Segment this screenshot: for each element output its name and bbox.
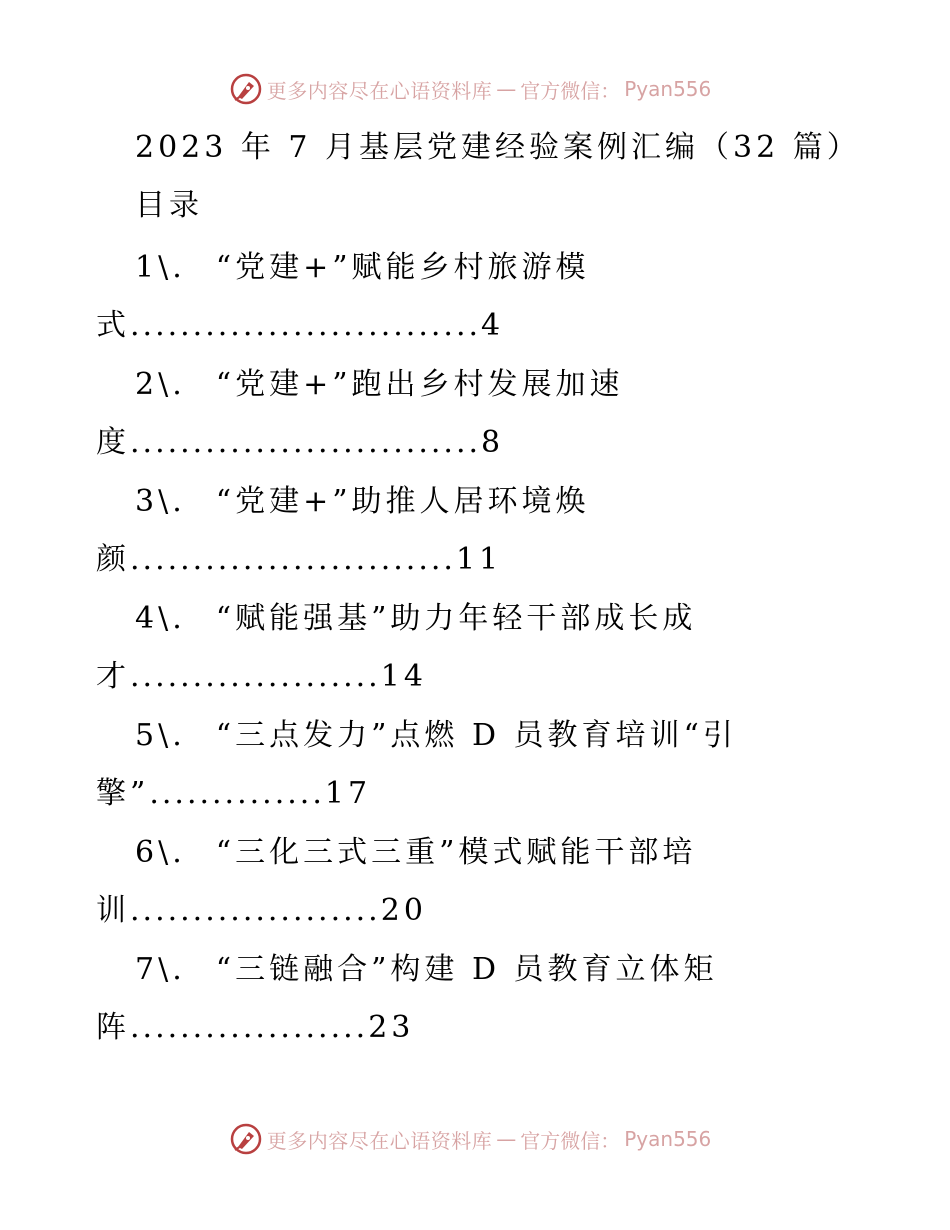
- watermark-text: 更多内容尽在心语资料库: [266, 78, 493, 103]
- toc-entry-1[interactable]: [0, 238, 950, 355]
- toc-entry-number: 3\.: [135, 484, 186, 519]
- toc-entry-first-line: [135, 242, 590, 286]
- toc-leader-dots: ..............: [149, 776, 325, 811]
- toc-entry-first-line: [135, 827, 696, 871]
- watermark-separator: —: [496, 1127, 517, 1151]
- toc-leader-dots: ............................: [130, 425, 482, 460]
- toc-entry-continuation: 才: [96, 659, 130, 694]
- toc-entry-continuation: 训: [96, 893, 130, 928]
- toc-entry-first-line: [135, 944, 718, 988]
- toc-entry-second-line: [96, 417, 504, 461]
- toc-leader-dots: ....................: [130, 659, 381, 694]
- watermark-label: 官方微信：: [520, 78, 621, 103]
- toc-leader-dots: ...................: [130, 1010, 369, 1045]
- toc-entry-second-line: [96, 768, 371, 812]
- toc-heading: 目录: [135, 188, 203, 223]
- toc-entry-number: 7\.: [135, 952, 186, 987]
- toc-entry-number: 6\.: [135, 835, 186, 870]
- watermark-label: 官方微信：: [520, 1128, 621, 1153]
- watermark-separator: —: [496, 77, 517, 101]
- toc-entry-number: 2\.: [135, 367, 186, 402]
- toc-entry-number: 1\.: [135, 250, 186, 285]
- footer-watermark: [0, 1119, 950, 1159]
- toc-page-number: 20: [380, 893, 427, 928]
- toc-entry-number: 4\.: [135, 601, 186, 636]
- header-watermark: [0, 69, 950, 109]
- toc-leader-dots: ..........................: [130, 542, 456, 577]
- toc-page-number: 17: [324, 776, 372, 811]
- toc-list: [0, 238, 950, 1057]
- toc-entry-3[interactable]: [0, 472, 950, 589]
- watermark-wechat-id: Pyan556: [624, 1127, 712, 1151]
- watermark-content: [229, 72, 712, 106]
- toc-entry-title: “党建+”助推人居环境焕: [215, 484, 590, 519]
- toc-entry-second-line: [96, 300, 504, 344]
- document-title: 2023 年 7 月基层党建经验案例汇编（32 篇）: [135, 130, 861, 165]
- toc-entry-continuation: 擎”: [96, 776, 150, 811]
- toc-entry-first-line: [135, 476, 590, 520]
- watermark-wechat-id: Pyan556: [624, 77, 712, 101]
- toc-entry-title: “三化三式三重”模式赋能干部培: [215, 835, 697, 870]
- watermark-content: [229, 1122, 712, 1156]
- toc-entry-continuation: 阵: [96, 1010, 130, 1045]
- toc-entry-number: 5\.: [135, 718, 186, 753]
- toc-leader-dots: ............................: [130, 308, 482, 343]
- toc-entry-second-line: [96, 1002, 414, 1046]
- toc-entry-first-line: [135, 710, 737, 754]
- toc-entry-6[interactable]: [0, 823, 950, 940]
- toc-page-number: 11: [455, 542, 503, 577]
- pen-nib-logo-icon: [229, 72, 263, 106]
- toc-page-number: 23: [368, 1010, 415, 1045]
- toc-page-number: 4: [481, 308, 505, 343]
- toc-entry-title: “赋能强基”助力年轻干部成长成: [215, 601, 697, 636]
- toc-entry-second-line: [96, 885, 427, 929]
- toc-page-number: 14: [380, 659, 427, 694]
- toc-entry-5[interactable]: [0, 706, 950, 823]
- toc-entry-continuation: 颜: [96, 542, 130, 577]
- toc-leader-dots: ....................: [130, 893, 381, 928]
- toc-entry-continuation: 式: [96, 308, 130, 343]
- toc-entry-second-line: [96, 534, 502, 578]
- toc-entry-title: “三点发力”点燃 D 员教育培训“引: [215, 718, 737, 753]
- toc-entry-title: “党建+”跑出乡村发展加速: [215, 367, 624, 402]
- pen-nib-logo-icon: [229, 1122, 263, 1156]
- toc-entry-continuation: 度: [96, 425, 130, 460]
- toc-entry-second-line: [96, 651, 427, 695]
- toc-entry-first-line: [135, 359, 624, 403]
- toc-entry-4[interactable]: [0, 589, 950, 706]
- toc-entry-2[interactable]: [0, 355, 950, 472]
- toc-page-number: 8: [481, 425, 505, 460]
- watermark-text: 更多内容尽在心语资料库: [266, 1128, 493, 1153]
- toc-entry-title: “党建+”赋能乡村旅游模: [215, 250, 590, 285]
- toc-entry-7[interactable]: [0, 940, 950, 1057]
- toc-entry-title: “三链融合”构建 D 员教育立体矩: [215, 952, 718, 987]
- toc-entry-first-line: [135, 593, 696, 637]
